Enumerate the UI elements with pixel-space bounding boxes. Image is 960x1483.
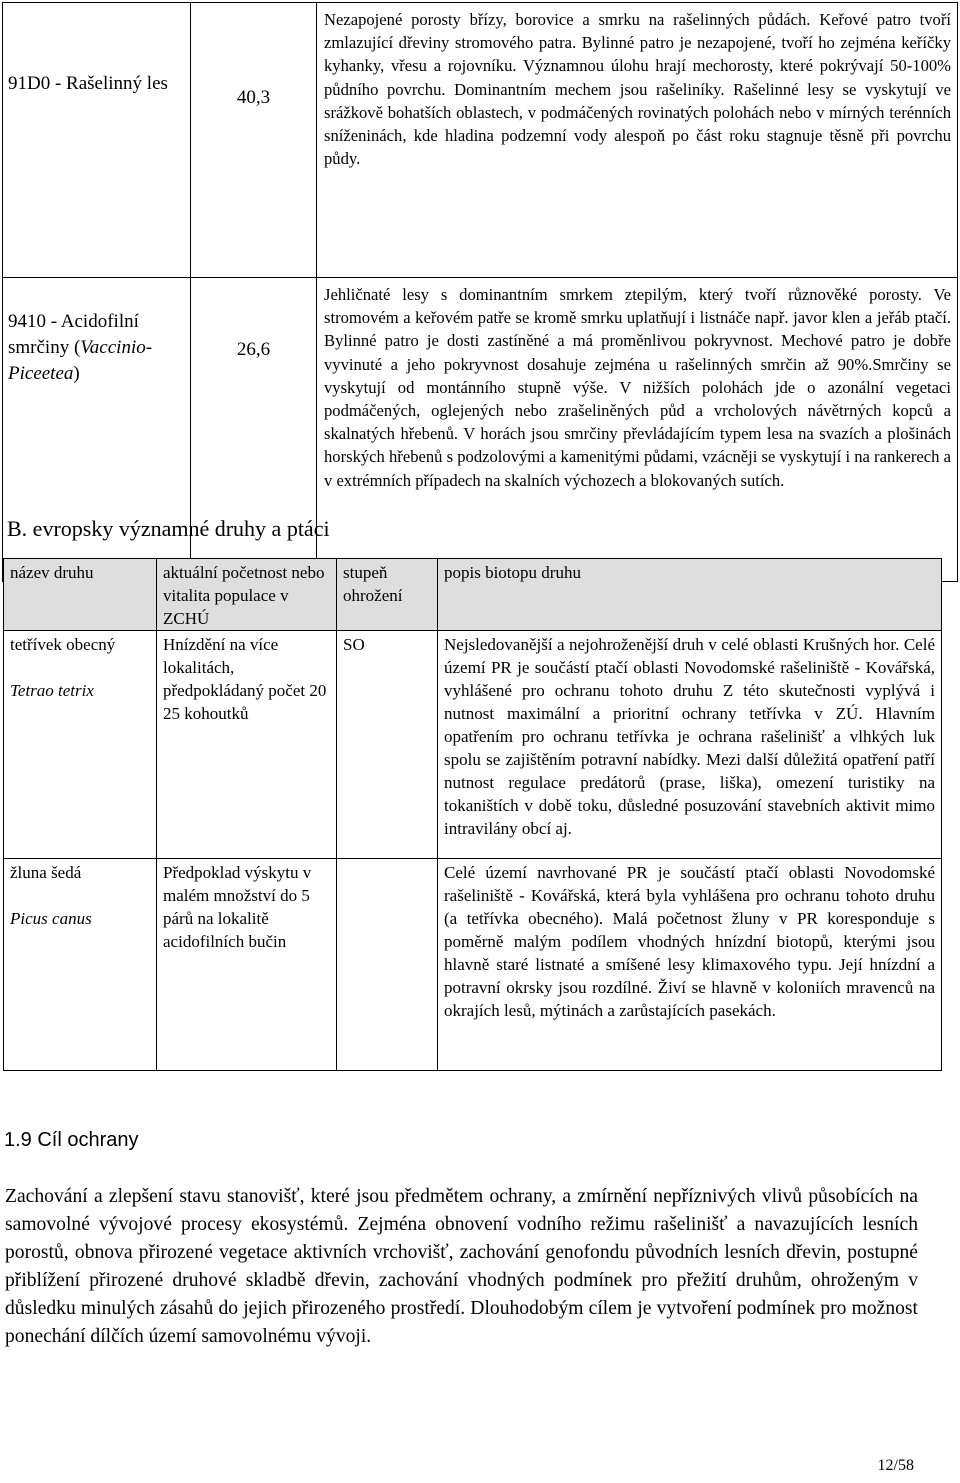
species-header-row [4, 559, 942, 631]
protection-goal-text: Zachování a zlepšení stavu stanovišť, které jsou předmětem ochrany, a zmírnění nepříznivých vlivů působících na samovolné vývojové procesy ekosystémů. Zejména obnovení vodního režimu rašelinišť a navazujících lesních porostů, obnova přirozené vegetace aktivních vrchovišť, zachování genofondu původních lesních dřevin, postupné přiblížení přirozené druhové skladbě dřevin, zachování vhodných podmínek pro přežití druhům, ohroženým v důsledku minulých zásahů do jejich přirozeného prostředí. Dlouhodobým cílem je vytvoření podmínek pro možnost ponechání dílčích území samovolnému vývoji. [5, 1186, 918, 1347]
header-biotope: popis biotopu druhu [438, 559, 942, 631]
species-biotope: Celé území navrhované PR je součástí ptačí oblasti Novodomské rašeliniště - Kovářská, která byla vyhlášena pro ochranu tohoto druhu (a tetřívka obecného). Malá početnost žluny v PR koresponduje s poměrně malým podílem vhodných hnízdní biotopů, kterými jsou hlavně staré listnaté a smíšené lesy klimaxového typu. Její hnízdní a potravní okrsky jsou rozdílné. Živí se hlavně v koloniích mravenců na okrajích lesů, mýtinách a zarůstajících pasekách. [438, 859, 942, 1071]
species-row [4, 631, 942, 859]
species-name-cell [4, 631, 157, 859]
header-species-name: název druhu [4, 559, 157, 631]
species-latin-name: Tetrao tetrix [10, 681, 94, 700]
habitat-area: 26,6 [191, 278, 317, 582]
habitat-area: 40,3 [191, 3, 317, 278]
page-number: 12/58 [877, 1457, 914, 1474]
habitat-row [3, 3, 958, 278]
habitat-paragraph: Jehličnaté lesy s dominantním smrkem ztepilým, který tvoří různověké porosty. Ve stromovém a keřovém patře se kromě smrku uplatňují i listnáče např. javor klen a jeřáb ptačí. Bylinné patro je dosti zastíněné a má proměnlivou pokryvnost. Mechové patro je dobře vyvinuté a jeho pokryvnost dosahuje zejména u rašelinných smrčin až 90%.Smrčiny se vyskytují od montánního stupně výše. V nižších polohách jde o azonální vegetaci podmáčených, oglejených nebo zrašeliněných půd a vrcholových návětrných kopců a skalnatých hřebenů. V horách jsou smrčiny převládajícím typem lesa na svazích a plošinách horských hřebenů s podzolovými a kamenitými půdami, vzácněji se vyskytují i na rankerech a v extrémních případech na skalních výchozech a blokovaných sutích. [324, 285, 951, 490]
habitat-name-prefix: 9410 - Acidofilní smrčiny ( [8, 311, 139, 358]
habitat-table [2, 2, 958, 582]
species-population: Hnízdění na více lokalitách, předpokládaný počet 20 25 kohoutků [157, 631, 337, 859]
species-threat: SO [337, 631, 438, 859]
species-threat [337, 859, 438, 1071]
species-name: tetřívek obecný [10, 635, 116, 654]
habitat-name: 91D0 - Rašelinný les [3, 3, 191, 278]
habitat-description [317, 278, 958, 582]
header-threat: stupeň ohrožení [337, 559, 438, 631]
section-heading: 1.9 Cíl ochrany [4, 1129, 139, 1151]
habitat-description [317, 3, 958, 278]
species-name: žluna šedá [10, 863, 82, 882]
species-table [3, 558, 942, 1071]
header-population: aktuální početnost nebo vitalita populace v ZCHÚ [157, 559, 337, 631]
habitat-name-suffix: ) [73, 363, 80, 384]
species-name-cell [4, 859, 157, 1071]
species-biotope: Nejsledovanější a nejohroženější druh v celé oblasti Krušných hor. Celé území PR je součástí ptačí oblasti Novodomské rašeliniště - Kovářská, vyhlášené pro ochranu tohoto druhu Z této skutečnosti vyplývá i nutnost maximální a prioritní ochrany tetřívka v ZÚ. Hlavním opatřením pro ochranu tetřívka je ochrana rašelinišť a vlhkých luk spolu se zajištěním potravní nabídky. Mezi další důležitá opatření patří nutnost regulace predátorů (prase, liška), omezení turistiky na tokaništích v době toku, důsledné posuzování stavebních aktivit mimo intravilány obcí aj. [438, 631, 942, 859]
habitat-paragraph: Nezapojené porosty břízy, borovice a smrku na rašelinných půdách. Keřové patro tvoří zmlazující dřeviny stromového patra. Bylinné patro je nezapojené, tvoří ho zejména keříčky kyhanky, vřesu a rojovníku. Významnou úlohu hrají mechorosty, které pokrývají 50-100% půdního povrchu. Dominantním mechem jsou rašeliníky. Rašelinné lesy se vyskytují ve srážkově bohatších oblastech, v podmáčených rovinatých polohách nebo v mírných terénních sníženinách, kde hladina podzemní vody alespoň po část roku stagnuje těsně při povrchu půdy. [324, 10, 951, 169]
habitat-name-latin: Vaccinio-Piceetea [8, 337, 153, 384]
species-row [4, 859, 942, 1071]
species-population: Předpoklad výskytu v malém množství do 5 párů na lokalitě acidofilních bučin [157, 859, 337, 1071]
species-latin-name: Picus canus [10, 909, 92, 928]
section-b-heading: B. evropsky významné druhy a ptáci [7, 516, 330, 541]
